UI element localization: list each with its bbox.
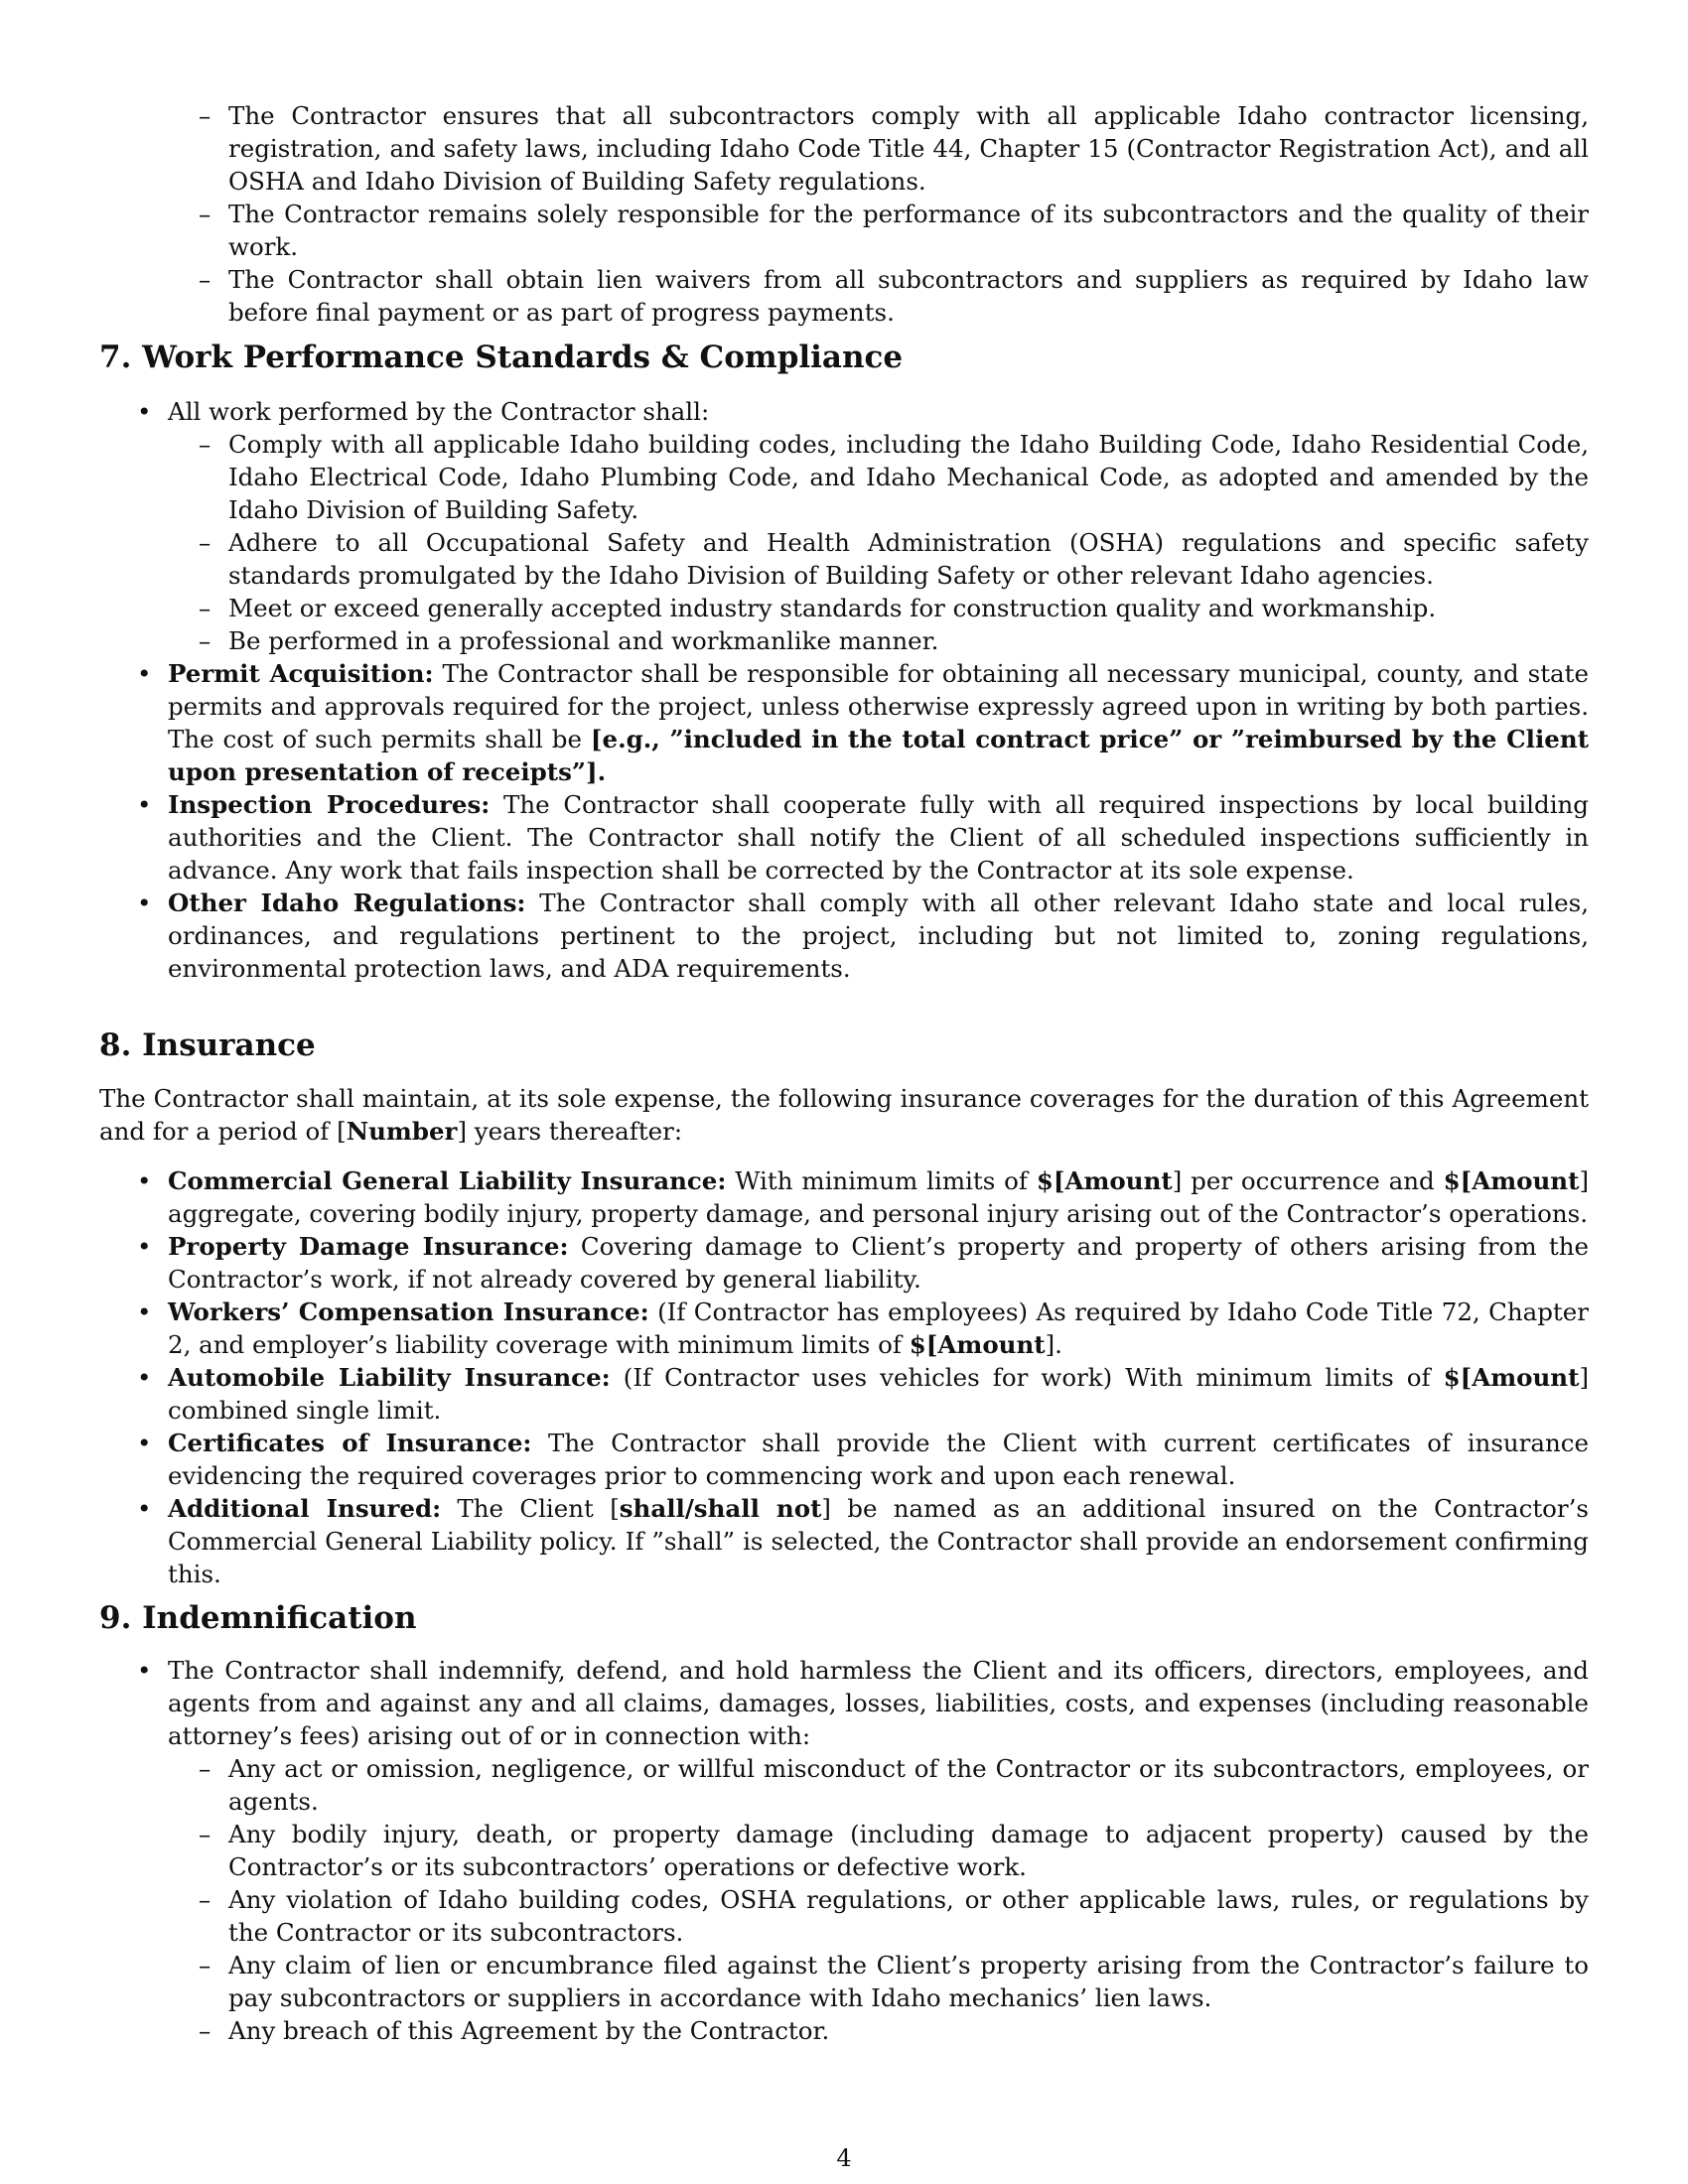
list-item: – Any bodily injury, death, or property damage (including damage to adjacent property) caused by the Contractor’s or its subcontractors’ operations or defective work. bbox=[199, 1820, 1589, 1881]
sub-list bbox=[168, 1752, 1589, 2047]
insurance-list bbox=[99, 1164, 1589, 1590]
section-heading-9: 9. Indemnification bbox=[99, 1600, 417, 1636]
list-item: • Additional Insured: The Client [shall/shall not] be named as an additional insured on the Contractor’s Commercial General Liability policy. If ”shall” is selected, the Contractor shall provide an endorsement confirming this. bbox=[137, 1494, 1589, 1588]
section-heading-7: 7. Work Performance Standards & Compliance bbox=[99, 340, 904, 375]
list-item: • Permit Acquisition: The Contractor shall be responsible for obtaining all necessary municipal, county, and state permits and approvals required for the project, unless otherwise expressly agreed upon in writing by both parties. The cost of such permits shall be [e.g., ”included in the total contract price” or ”reimbursed by the Client upon presentation of receipts”]. bbox=[137, 659, 1590, 786]
list-item: • The Contractor shall indemnify, defend, and hold harmless the Client and its officers, directors, employees, and agents from and against any and all claims, damages, losses, liabilities, costs, and expenses (including reasonable attorney’s fees) arising out of or in connection with: – Any act or omission, negligence, or willful misconduct of the Contractor or its subcontractors, employees, or agents. – Any bodily injury, death, or property damage (including damage to adjacent property) caused by the Contractor’s or its subcontractors’ operations or defective work. – Any violation of Idaho building codes, OSHA regulations, or other applicable laws, rules, or regulations by the Contractor or its subcontractors. – Any claim of lien or encumbrance filed against the Client’s property arising from the Contractor’s failure to pay subcontractors or suppliers in accordance with Idaho mechanics’ lien laws. – Any breach of this Agreement by the Contractor. bbox=[137, 1656, 1589, 2045]
section-heading-8: 8. Insurance bbox=[99, 1027, 316, 1063]
list-item: – Meet or exceed generally accepted industry standards for construction quality and workmanship. bbox=[199, 594, 1437, 622]
list-item: – The Contractor shall obtain lien waivers from all subcontractors and suppliers as required by Idaho law before final payment or as part of progress payments. bbox=[199, 265, 1589, 327]
list-item: • Certificates of Insurance: The Contractor shall provide the Client with current certificates of insurance evidencing the required coverages prior to commencing work and upon each renewal. bbox=[137, 1429, 1589, 1490]
subcontractor-list bbox=[99, 99, 1589, 329]
list-item: • Property Damage Insurance: Covering damage to Client’s property and property of others arising from the Contractor’s work, if not already covered by general liability. bbox=[137, 1232, 1589, 1294]
list-item: – Any breach of this Agreement by the Contractor. bbox=[199, 2016, 830, 2045]
insurance-intro: The Contractor shall maintain, at its sole expense, the following insurance coverages for the duration of this Agreement and for a period of [Number] years thereafter: bbox=[99, 1084, 1589, 1146]
indemnification-list bbox=[99, 1654, 1589, 2047]
list-item: – The Contractor remains solely responsible for the performance of its subcontractors and the quality of their work. bbox=[199, 200, 1589, 261]
list-item: • Other Idaho Regulations: The Contractor shall comply with all other relevant Idaho state and local rules, ordinances, and regulations pertinent to the project, including but not limited to, zoning regulations, environmental protection laws, and ADA requirements. bbox=[137, 888, 1589, 983]
list-item: – Any act or omission, negligence, or willful misconduct of the Contractor or its subcontractors, employees, or agents. bbox=[199, 1754, 1589, 1816]
list-item: – Comply with all applicable Idaho building codes, including the Idaho Building Code, Idaho Residential Code, Idaho Electrical Code, Idaho Plumbing Code, and Idaho Mechanical Code, as adopted and amended by the Idaho Division of Building Safety. bbox=[199, 430, 1589, 524]
list-item: • All work performed by the Contractor shall: – Comply with all applicable Idaho building codes, including the Idaho Building Code, Idaho Residential Code, Idaho Electrical Code, Idaho Plumbing Code, and Idaho Mechanical Code, as adopted and amended by the Idaho Division of Building Safety. – Adhere to all Occupational Safety and Health Administration (OSHA) regulations and specific safety standards promulgated by the Idaho Division of Building Safety or other relevant Idaho agencies. – Meet or exceed generally accepted industry standards for construction quality and workmanship. – Be performed in a professional and workmanlike manner. bbox=[137, 397, 1589, 655]
section-7-list bbox=[99, 395, 1589, 985]
list-item: – Adhere to all Occupational Safety and Health Administration (OSHA) regulations and specific safety standards promulgated by the Idaho Division of Building Safety or other relevant Idaho agencies. bbox=[199, 528, 1589, 590]
list-item: – The Contractor ensures that all subcontractors comply with all applicable Idaho contractor licensing, registration, and safety laws, including Idaho Code Title 44, Chapter 15 (Contractor Registration Act), and all OSHA and Idaho Division of Building Safety regulations. bbox=[199, 101, 1589, 196]
sub-list bbox=[168, 428, 1589, 657]
list-item: • Workers’ Compensation Insurance: (If Contractor has employees) As required by Idaho Code Title 72, Chapter 2, and employer’s liability coverage with minimum limits of $[Amount]. bbox=[137, 1297, 1589, 1359]
list-item: – Any violation of Idaho building codes, OSHA regulations, or other applicable laws, rules, or regulations by the Contractor or its subcontractors. bbox=[199, 1885, 1589, 1947]
list-item: • Automobile Liability Insurance: (If Contractor uses vehicles for work) With minimum limits of $[Amount] combined single limit. bbox=[137, 1363, 1589, 1425]
list-item: • Inspection Procedures: The Contractor shall cooperate fully with all required inspections by local building authorities and the Client. The Contractor shall notify the Client of all scheduled inspections sufficiently in advance. Any work that fails inspection shall be corrected by the Contractor at its sole expense. bbox=[137, 790, 1589, 885]
list-item: • Commercial General Liability Insurance: With minimum limits of $[Amount] per occurrence and $[Amount] aggregate, covering bodily injury, property damage, and personal injury arising out of the Contractor’s operations. bbox=[137, 1166, 1589, 1228]
list-item: – Be performed in a professional and workmanlike manner. bbox=[199, 626, 939, 655]
list-item: – Any claim of lien or encumbrance filed against the Client’s property arising from the Contractor’s failure to pay subcontractors or suppliers in accordance with Idaho mechanics’ lien laws. bbox=[199, 1951, 1589, 2012]
page-number: 4 bbox=[836, 2144, 852, 2172]
